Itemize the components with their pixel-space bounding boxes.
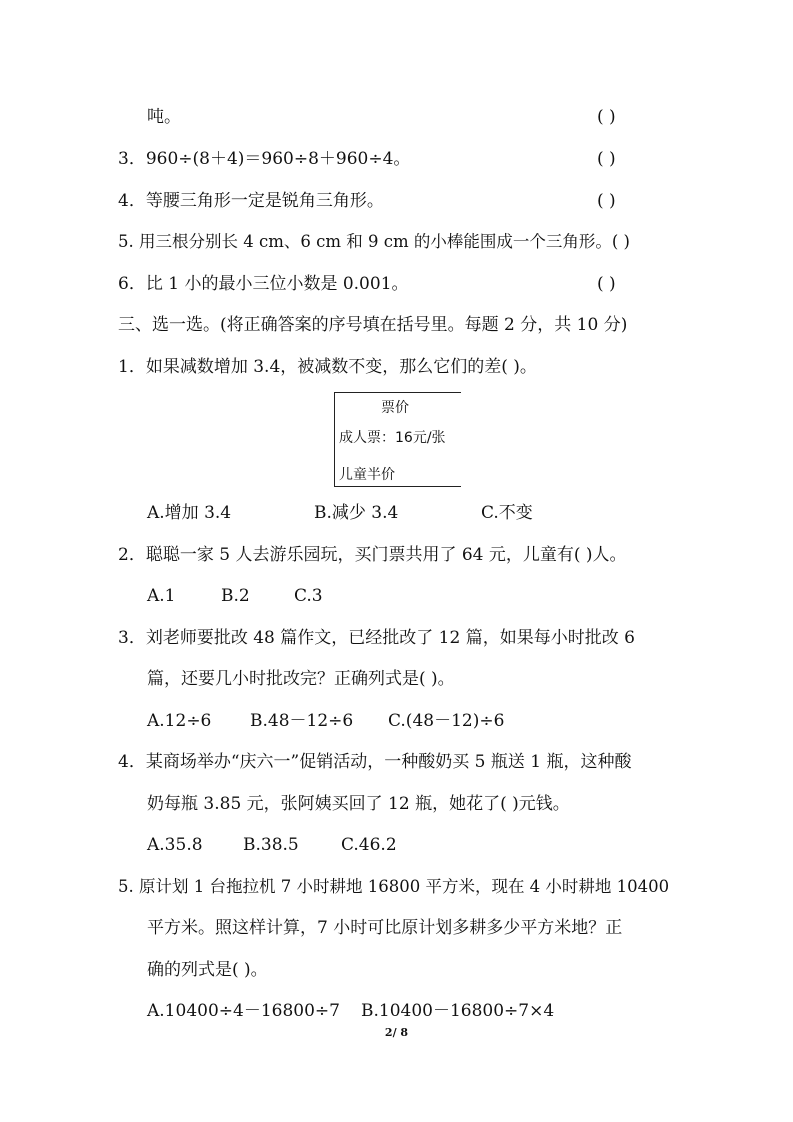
choice-question-2: 2．聪聪一家 5 人去游乐园玩，买门票共用了 64 元，儿童有( )人。 [118, 545, 627, 565]
choice-question-4-cont: 奶每瓶 3.85 元，张阿姨买回了 12 瓶，她花了( )元钱。 [147, 794, 570, 814]
choice-question-3: 3．刘老师要批改 48 篇作文，已经批改了 12 篇，如果每小时批改 6 [118, 628, 635, 648]
choice-question-4: 4．某商场举办“庆六一”促销活动，一种酸奶买 5 瓶送 1 瓶，这种酸 [118, 752, 632, 772]
answer-paren: ( ) [597, 149, 616, 169]
ticket-title: 票价 [381, 400, 409, 416]
judge-line-continuation: 吨。 [147, 107, 181, 127]
page-number: 2/ 8 [384, 1026, 409, 1039]
section-heading: 三、选一选。(将正确答案的序号填在括号里。每题 2 分，共 10 分) [118, 315, 628, 335]
judge-question-4: 4．等腰三角形一定是锐角三角形。 [118, 191, 384, 211]
option-a: A.12÷6 [147, 711, 212, 731]
ticket-child-price: 儿童半价 [339, 467, 395, 483]
ticket-adult-price: 成人票：16元/张 [339, 430, 446, 446]
judge-question-6: 6．比 1 小的最小三位小数是 0.001。 [118, 274, 409, 294]
option-a: A.35.8 [147, 835, 203, 855]
answer-paren: ( ) [597, 191, 616, 211]
option-a: A.增加 3.4 [147, 503, 232, 523]
option-a: A.10400÷4－16800÷7 [147, 1001, 340, 1021]
answer-paren: ( ) [597, 274, 616, 294]
choice-question-5-cont2: 确的列式是( )。 [147, 960, 268, 980]
ticket-price-box [334, 392, 461, 487]
option-a: A.1 [147, 586, 176, 606]
choice-question-5-cont: 平方米。照这样计算，7 小时可比原计划多耕多少平方米地？正 [147, 918, 623, 938]
option-c: C.不变 [481, 503, 533, 523]
option-c: C.3 [294, 586, 323, 606]
option-b: B.48－12÷6 [250, 711, 354, 731]
option-b: B.2 [221, 586, 250, 606]
option-b: B.减少 3.4 [314, 503, 399, 523]
option-b: B.38.5 [243, 835, 299, 855]
choice-question-5: 5. 原计划 1 台拖拉机 7 小时耕地 16800 平方米，现在 4 小时耕地 10400 [118, 877, 670, 896]
answer-paren: ( ) [597, 107, 616, 127]
choice-question-3-cont: 篇，还要几小时批改完？正确列式是( )。 [147, 669, 455, 689]
option-c: C.46.2 [341, 835, 397, 855]
option-c: C.(48－12)÷6 [388, 711, 505, 731]
judge-question-3: 3．960÷(8＋4)＝960÷8＋960÷4。 [118, 149, 411, 169]
judge-question-5: 5. 用三根分别长 4 cm、6 cm 和 9 cm 的小棒能围成一个三角形。( ) [118, 232, 630, 251]
choice-question-1: 1．如果减数增加 3.4，被减数不变，那么它们的差( )。 [118, 357, 537, 377]
option-b: B.10400－16800÷7×4 [361, 1001, 555, 1021]
